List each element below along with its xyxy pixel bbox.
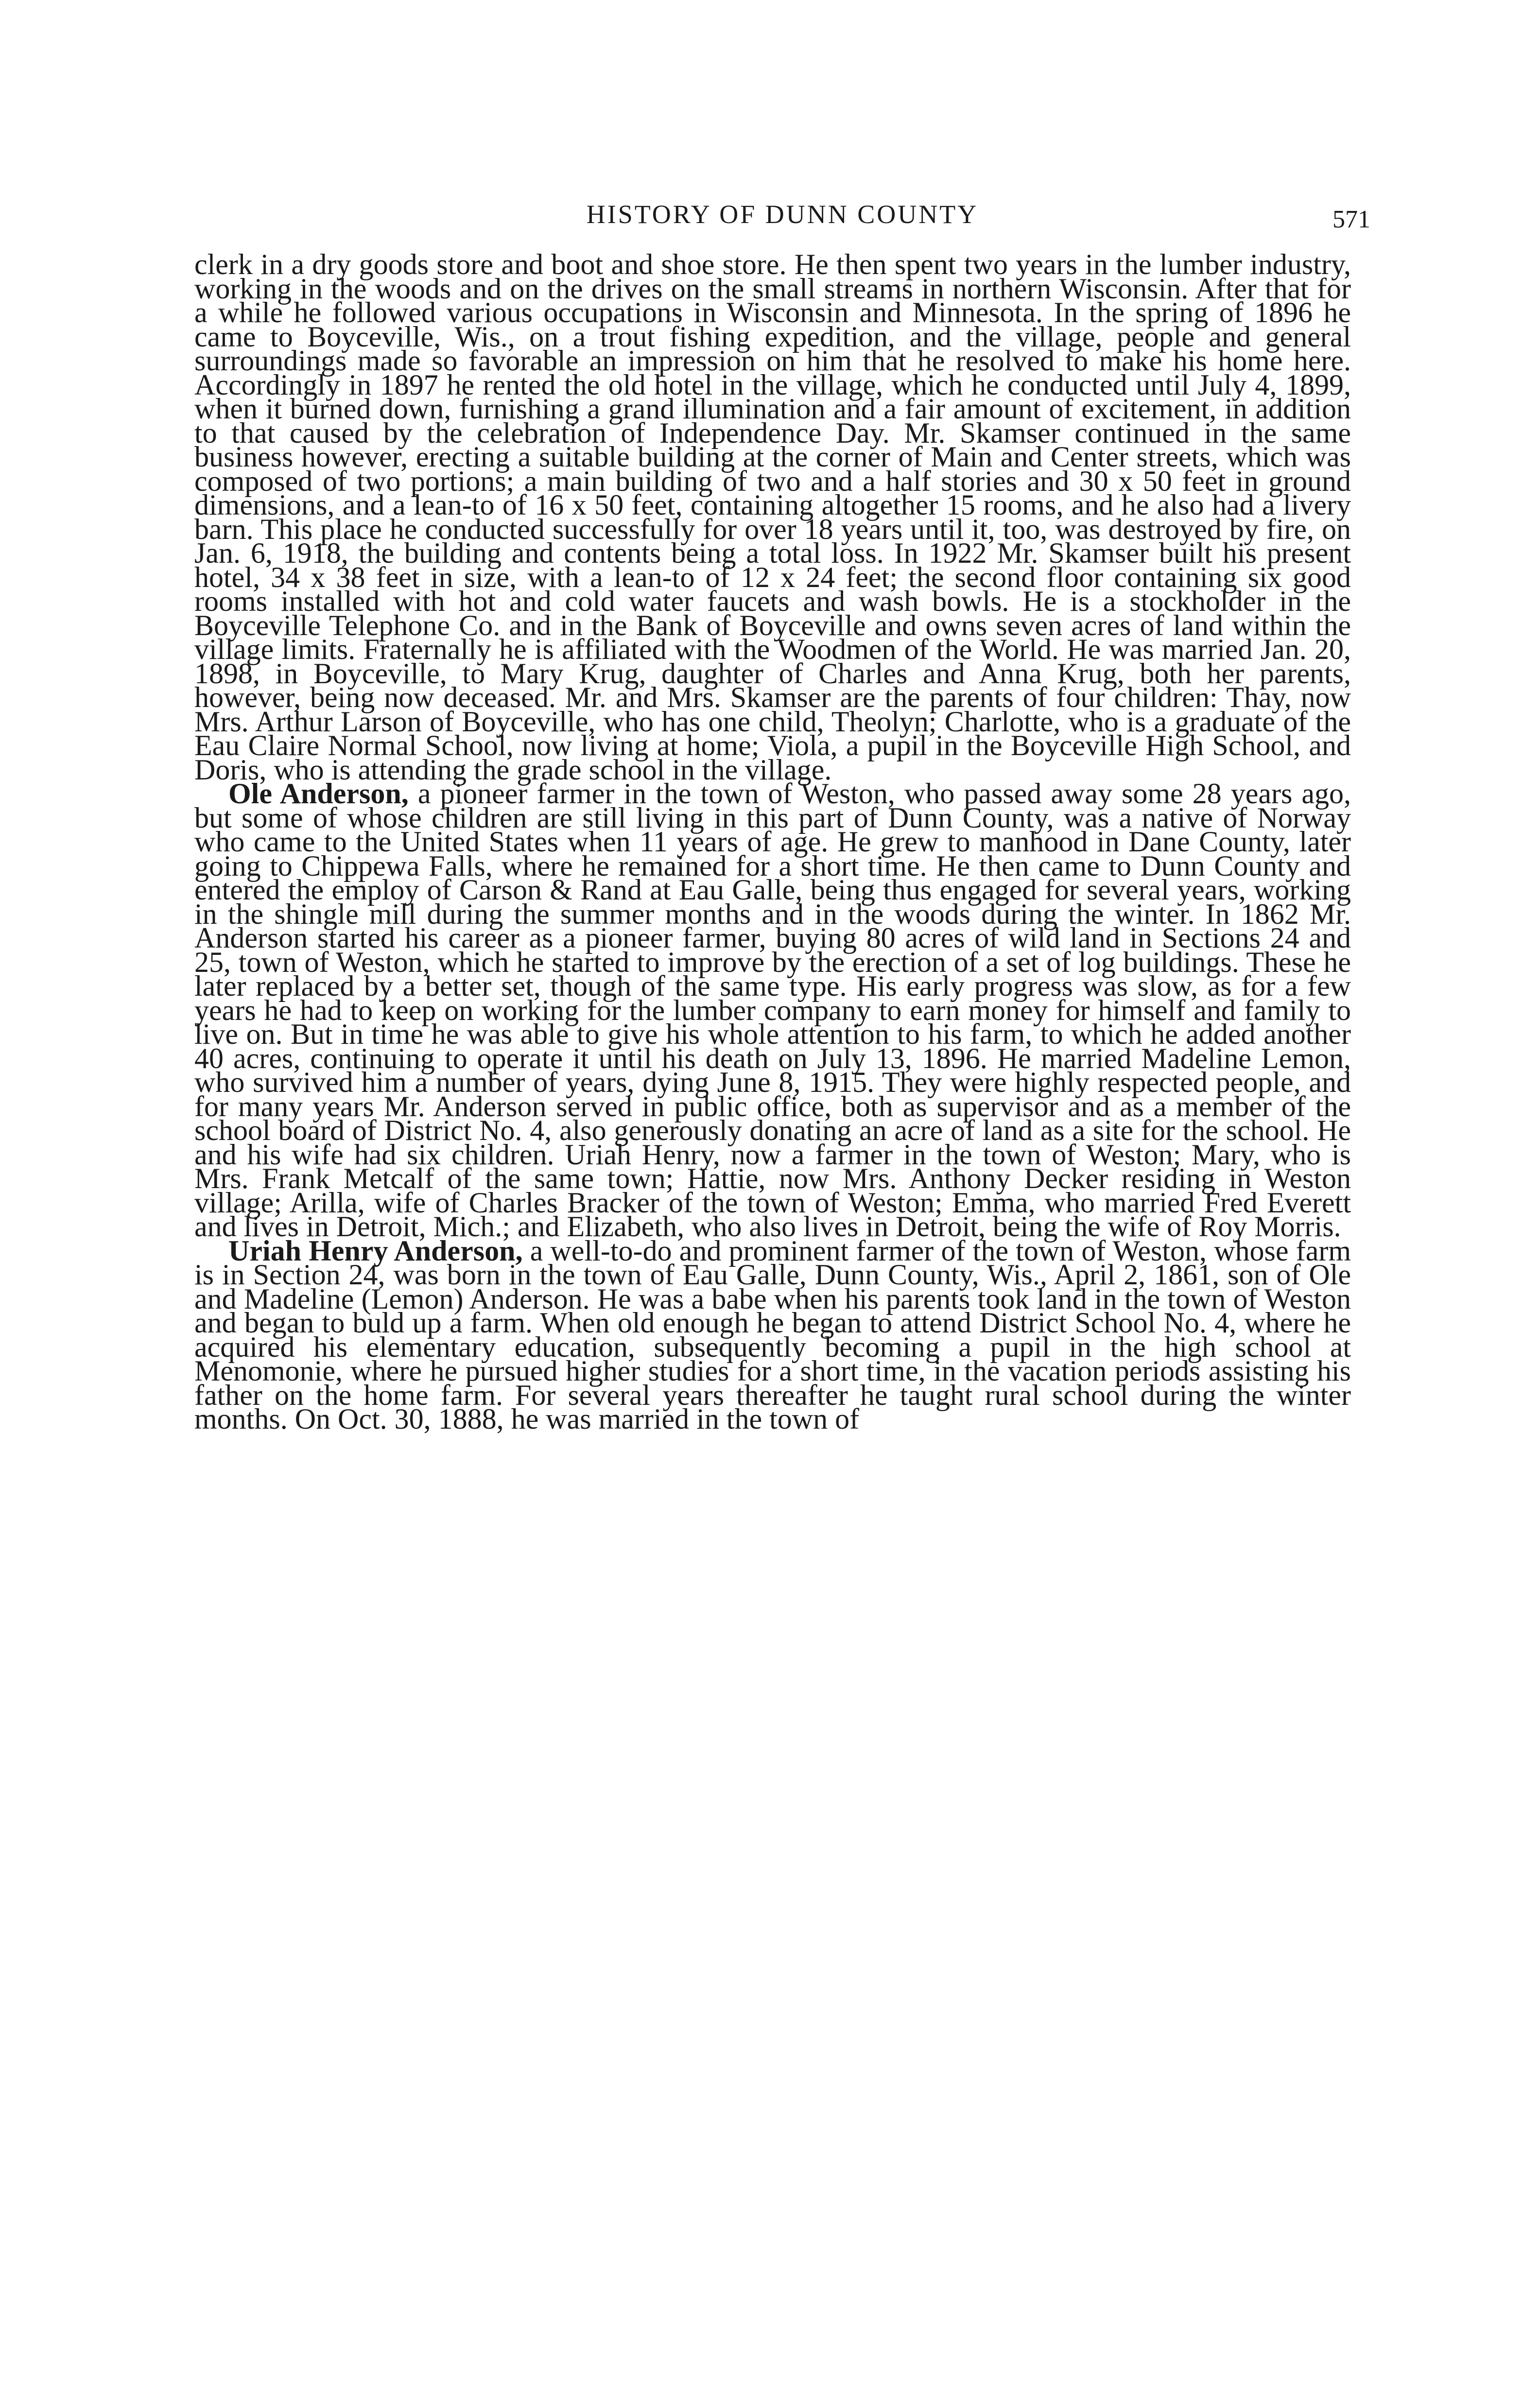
paragraph-skamser-continued (194, 248, 1351, 786)
running-title: HISTORY OF DUNN COUNTY (586, 200, 979, 229)
entry-name: Uriah Henry Anderson, (228, 1234, 523, 1267)
page-header (194, 199, 1370, 238)
page-number: 571 (1332, 206, 1370, 233)
paragraph-text: clerk in a dry goods store and boot and shoe store. He then spent two years in the lumber industry, working in the woods and on the drives on the small streams in northern Wisconsin. After that for a while he followed various occupations in Wisconsin and Minnesota. In the spring of 1896 he came to Boyceville, Wis., on a trout fishing expedition, and the village, people and general surroundings made so favorable an impression on him that he resolved to make his home here. Accordingly in 1897 he rented the old hotel in the village, which he conducted until July 4, 1899, when it burned down, furnishing a grand illumination and a fair amount of excitement, in addition to that caused by the celebration of Independence Day. Mr. Skamser continued in the same business however, erecting a suitable building at the corner of Main and Center streets, which was composed of two portions; a main building of two and a half stories and 30 x 50 feet in ground dimensions, and a lean-to of 16 x 50 feet, containing altogether 15 rooms, and he also had a livery barn. This place he conducted successfully for over 18 years until it, too, was destroyed by fire, on Jan. 6, 1918, the building and contents being a total loss. In 1922 Mr. Skamser built his present hotel, 34 x 38 feet in size, with a lean-to of 12 x 24 feet; the second floor containing six good rooms installed with hot and cold water faucets and wash bowls. He is a stockholder in the Boyceville Telephone Co. and in the Bank of Boyceville and owns seven acres of land within the village limits. Fraternally he is affiliated with the Woodmen of the World. He was married Jan. 20, 1898, in Boyceville, to Mary Krug, daughter of Charles and Anna Krug, both her parents, however, being now deceased. Mr. and Mrs. Skamser are the parents of four children: Thay, now Mrs. Arthur Larson of Boyceville, who has one child, Theolyn; Charlotte, who is a graduate of the Eau Claire Normal School, now living at home; Viola, a pupil in the Boyceville High School, and Doris, who is attending the grade school in the village. (194, 248, 1351, 786)
body-text (194, 248, 1351, 1435)
paragraph-text: a well-to-do and prominent farmer of the town of Weston, whose farm is in Section 24, was born in the town of Eau Galle, Dunn County, Wis., April 2, 1861, son of Ole and Madeline (Lemon) Anderson. He was a babe when his parents took land in the town of Weston and began to buld up a farm. When old enough he began to attend District School No. 4, where he acquired his elementary education, subsequently becoming a pupil in the high school at Menomonie, where he pursued higher studies for a short time, in the vacation periods assisting his father on the home farm. For several years thereafter he taught rural school during the winter months. On Oct. 30, 1888, he was married in the town of (194, 1234, 1351, 1435)
entry-name: Ole Anderson, (228, 777, 409, 810)
paragraph-ole-anderson (194, 777, 1351, 1243)
paragraph-uriah-henry-anderson (194, 1234, 1351, 1435)
paragraph-text: a pioneer farmer in the town of Weston, who passed away some 28 years ago, but some of whose children are still living in this part of Dunn County, was a native of Norway who came to the United States when 11 years of age. He grew to manhood in Dane County, later going to Chippewa Falls, where he remained for a short time. He then came to Dunn County and entered the employ of Carson & Rand at Eau Galle, being thus engaged for several years, working in the shingle mill during the summer months and in the woods during the winter. In 1862 Mr. Anderson started his career as a pioneer farmer, buying 80 acres of wild land in Sections 24 and 25, town of Weston, which he started to improve by the erection of a set of log buildings. These he later replaced by a better set, though of the same type. His early progress was slow, as for a few years he had to keep on working for the lumber company to earn money for himself and family to live on. But in time he was able to give his whole attention to his farm, to which he added another 40 acres, continuing to operate it until his death on July 13, 1896. He married Madeline Lemon, who survived him a number of years, dying June 8, 1915. They were highly respected people, and for many years Mr. Anderson served in public office, both as supervisor and as a member of the school board of District No. 4, also generously donating an acre of land as a site for the school. He and his wife had six children. Uriah Henry, now a farmer in the town of Weston; Mary, who is Mrs. Frank Metcalf of the same town; Hattie, now Mrs. Anthony Decker residing in Weston village; Arilla, wife of Charles Bracker of the town of Weston; Emma, who married Fred Everett and lives in Detroit, Mich.; and Elizabeth, who also lives in Detroit, being the wife of Roy Morris. (194, 777, 1351, 1243)
